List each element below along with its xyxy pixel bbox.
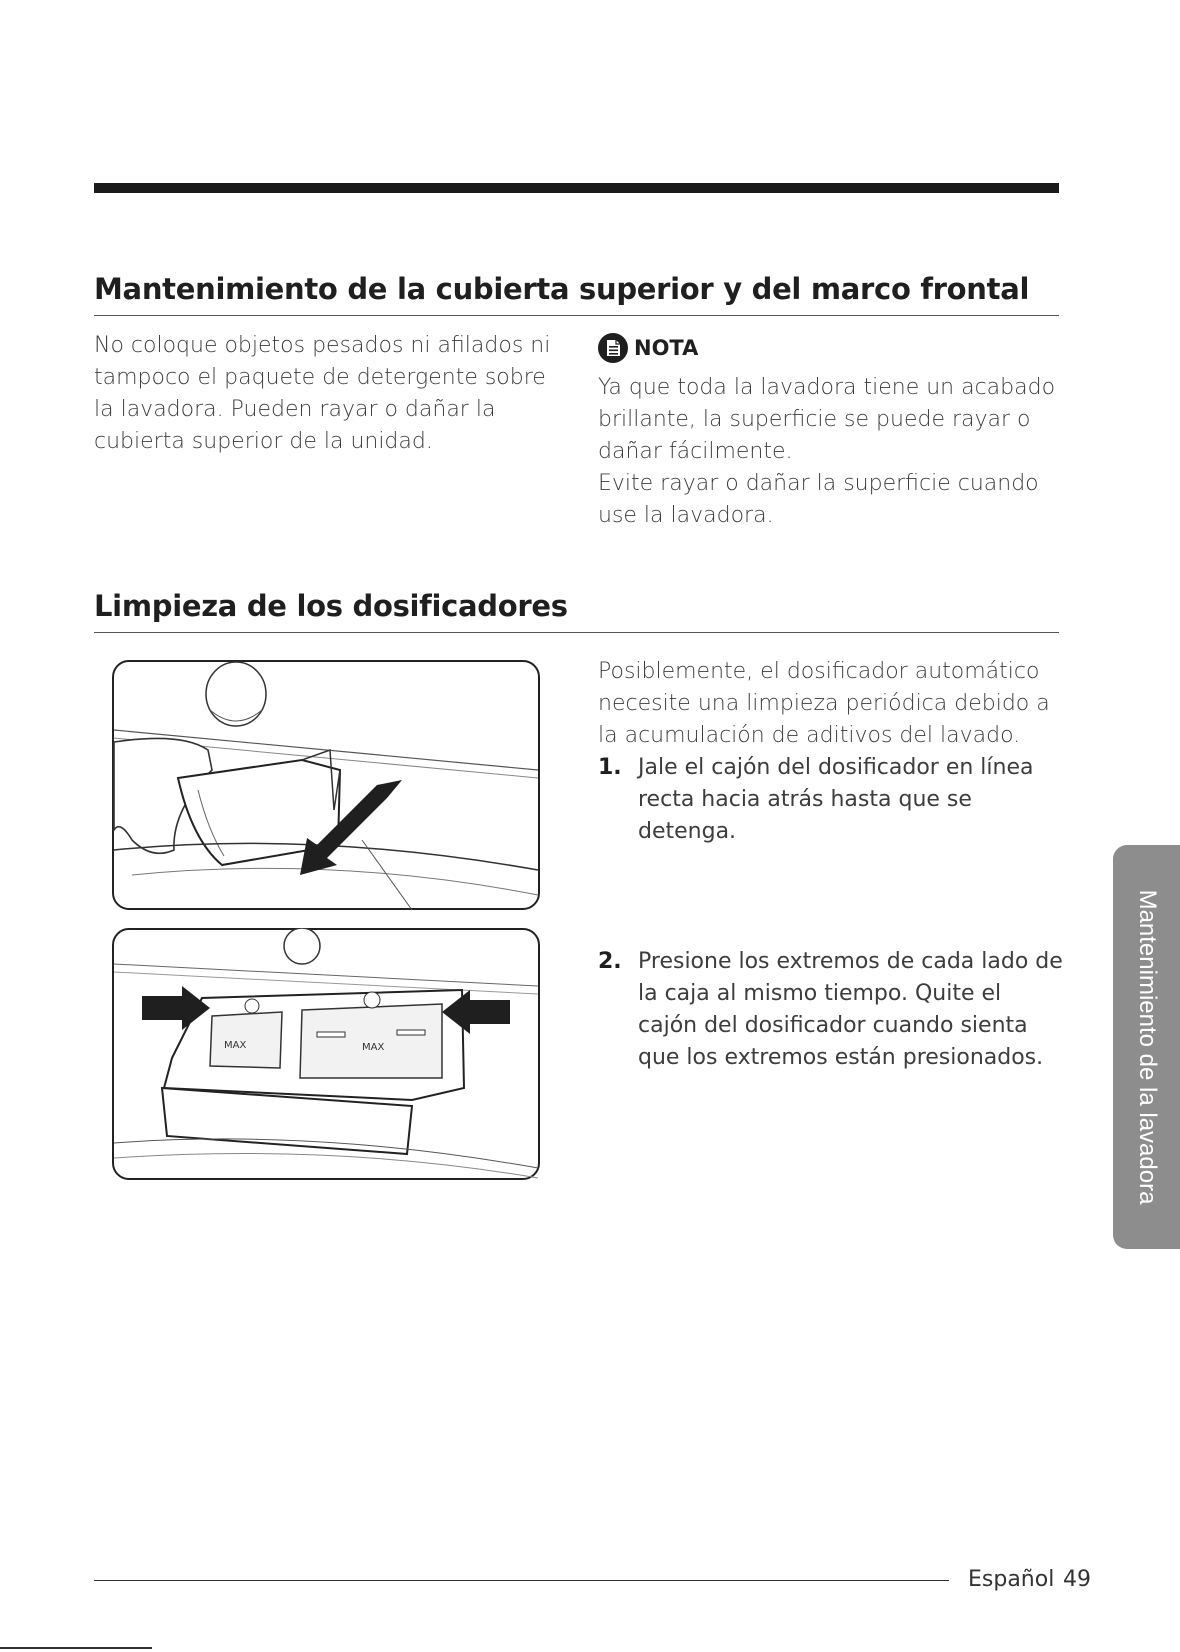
page-number: 49 bbox=[1063, 1567, 1091, 1592]
section-title-maintenance: Mantenimiento de la cubierta superior y del marco frontal bbox=[94, 272, 1030, 306]
note-paragraph: Evite rayar o dañar la superficie cuando use la lavadora. bbox=[598, 471, 1039, 528]
step-text: Jale el cajón del dosificador en línea recta hacia atrás hasta que se detenga. bbox=[638, 755, 1034, 844]
max-label: MAX bbox=[224, 1040, 247, 1051]
max-label: MAX bbox=[362, 1042, 385, 1053]
step-item bbox=[598, 752, 1063, 848]
maintenance-intro: No coloque objetos pesados ni afilados ni tampoco el paquete de detergente sobre la lavadora. Pueden rayar o dañar la cubierta superior de la unidad. bbox=[94, 333, 551, 454]
scan-artifact-line bbox=[0, 1647, 152, 1649]
section-divider bbox=[94, 315, 1059, 316]
dispenser-pull-illustration bbox=[112, 660, 540, 914]
chapter-side-tab bbox=[1113, 845, 1180, 1249]
note-icon bbox=[598, 333, 628, 363]
dispenser-press-illustration bbox=[112, 928, 540, 1184]
section-title-cleaning: Limpieza de los dosificadores bbox=[94, 589, 568, 623]
step-number: 1. bbox=[598, 755, 622, 780]
section-divider bbox=[94, 632, 1059, 633]
step-item bbox=[598, 946, 1063, 1074]
note-paragraph: Ya que toda la lavadora tiene un acabado brillante, la superficie se puede rayar o dañar fácilmente. bbox=[598, 375, 1056, 464]
cleaning-intro: Posiblemente, el dosificador automático necesite una limpieza periódica debido a la acumulación de aditivos del lavado. bbox=[598, 659, 1050, 748]
step-number: 2. bbox=[598, 949, 622, 974]
chapter-side-tab-label: Mantenimiento de la lavadora bbox=[1133, 889, 1161, 1205]
footer-rule bbox=[94, 1580, 949, 1581]
step-text: Presione los extremos de cada lado de la caja al mismo tiempo. Quite el cajón del dosificador cuando sienta que los extremos están presionados. bbox=[638, 949, 1063, 1070]
note-header bbox=[598, 333, 698, 363]
header-bar bbox=[94, 183, 1059, 193]
footer-language: Español bbox=[968, 1567, 1055, 1592]
note-label: NOTA bbox=[634, 336, 699, 360]
